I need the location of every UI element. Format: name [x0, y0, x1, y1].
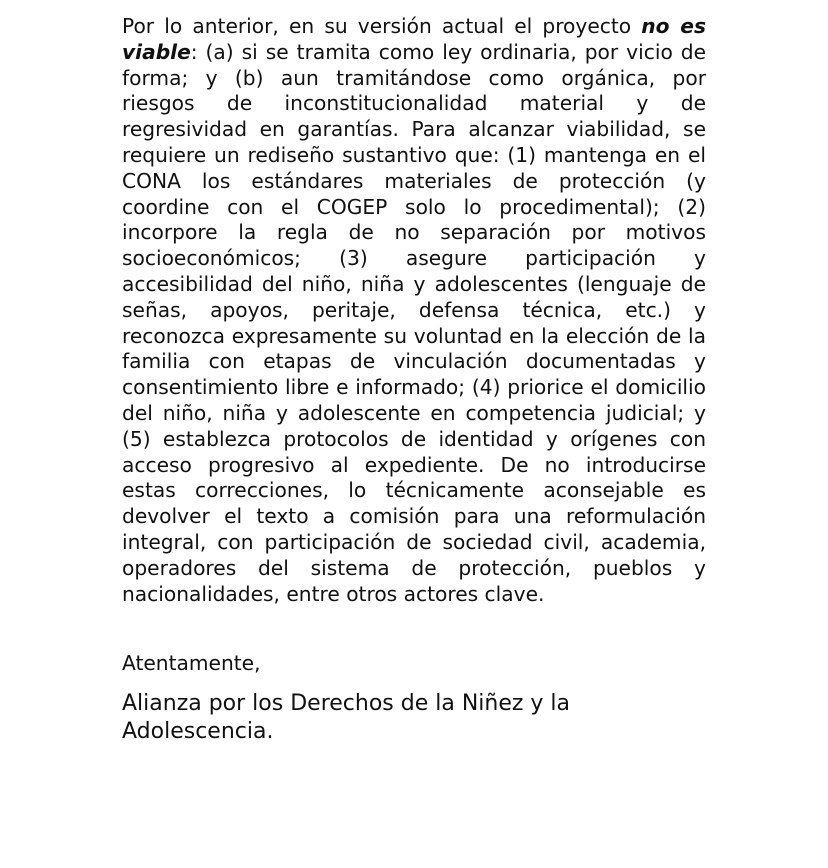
conclusion-paragraph — [122, 14, 706, 607]
closing-salutation: Atentamente, — [122, 651, 261, 675]
paragraph-intro: Por lo anterior, en su versión actual el proyecto — [122, 14, 642, 38]
paragraph-emphasis: no es viable — [122, 14, 707, 64]
signature-organization: Alianza por los Derechos de la Niñez y la Adolescencia. — [122, 691, 571, 744]
paragraph-rest: : (a) si se tramita como ley ordinaria, por vicio de forma; y (b) aun tramitándose como orgánica, por riesgos de inconstitucionalidad material y de regresividad en garantías. Para alcanzar viabilidad, se requiere un rediseño sustantivo que: (1) mantenga en el CONA los estándares materiales de protección (y coordine con el COGEP solo lo procedimental); (2) incorpore la regla de no separación por motivos socioeconómicos; (3) asegure participación y accesibilidad del niño, niña y adolescentes (lenguaje de señas, apoyos, peritaje, defensa técnica, etc.) y reconozca expresamente su voluntad en la elección de la familia con etapas de vinculación documentadas y consentimiento libre e informado; (4) priorice el domicilio del niño, niña y adolescente en competencia judicial; y (5) establezca protocolos de identidad y orígenes con acceso progresivo al expediente. De no introducirse estas correcciones, lo técnicamente aconsejable es devolver el texto a comisión para una reformulación integral, con participación de sociedad civil, academia, operadores del sistema de protección, pueblos y nacionalidades, entre otros actores clave. — [122, 39, 706, 606]
